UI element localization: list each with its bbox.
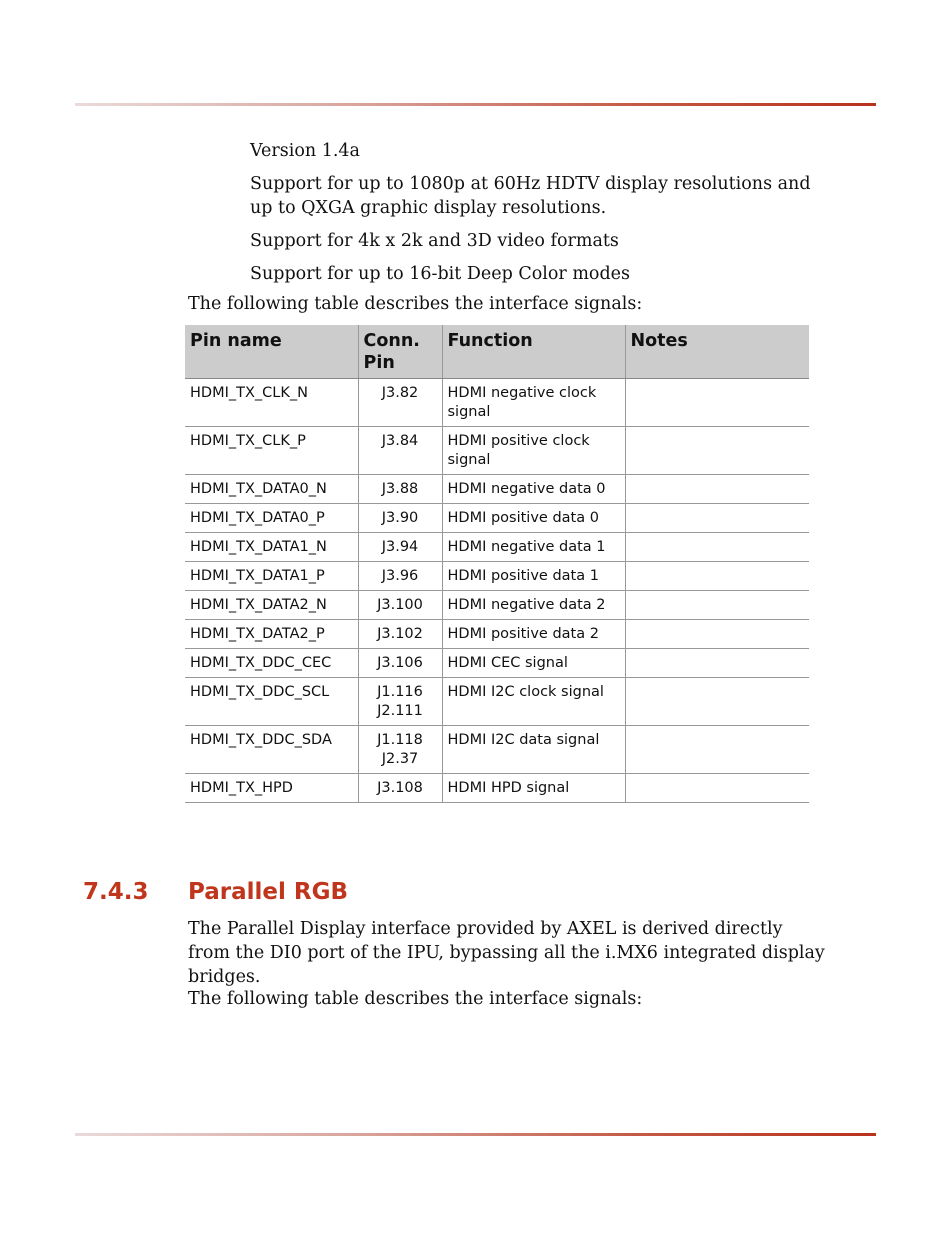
- header-notes: Notes: [625, 325, 809, 379]
- cell-notes: [625, 620, 809, 649]
- cell-notes: [625, 427, 809, 475]
- cell-conn-pin: J3.94: [358, 533, 442, 562]
- cell-notes: [625, 678, 809, 726]
- cell-notes: [625, 562, 809, 591]
- cell-function: HDMI CEC signal: [442, 649, 625, 678]
- cell-pin-name: HDMI_TX_DATA2_N: [185, 591, 358, 620]
- feature-item: Support for 4k x 2k and 3D video formats: [250, 231, 619, 251]
- cell-conn-pin: J3.100: [358, 591, 442, 620]
- cell-conn-pin: J3.82: [358, 379, 442, 427]
- cell-notes: [625, 649, 809, 678]
- cell-function: HDMI positive clock signal: [442, 427, 625, 475]
- feature-item: Support for up to 16-bit Deep Color modes: [250, 264, 631, 284]
- header-conn-pin: Conn. Pin: [358, 325, 442, 379]
- cell-conn-pin: J3.90: [358, 504, 442, 533]
- table-row: [185, 379, 809, 427]
- cell-function: HDMI positive data 2: [442, 620, 625, 649]
- cell-conn-pin: J3.96: [358, 562, 442, 591]
- cell-notes: [625, 475, 809, 504]
- cell-pin-name: HDMI_TX_DATA1_P: [185, 562, 358, 591]
- cell-conn-pin: J3.88: [358, 475, 442, 504]
- table-row: [185, 726, 809, 774]
- cell-function: HDMI I2C data signal: [442, 726, 625, 774]
- hdmi-signals-table: [185, 325, 809, 803]
- cell-conn-pin: J3.106: [358, 649, 442, 678]
- footer-rule: [75, 1133, 876, 1136]
- cell-pin-name: HDMI_TX_DDC_SDA: [185, 726, 358, 774]
- table-row: [185, 620, 809, 649]
- cell-pin-name: HDMI_TX_CLK_N: [185, 379, 358, 427]
- cell-pin-name: HDMI_TX_HPD: [185, 774, 358, 803]
- cell-function: HDMI positive data 0: [442, 504, 625, 533]
- cell-pin-name: HDMI_TX_DATA2_P: [185, 620, 358, 649]
- cell-pin-name: HDMI_TX_DATA0_N: [185, 475, 358, 504]
- cell-function: HDMI negative data 1: [442, 533, 625, 562]
- feature-list: [250, 139, 820, 295]
- feature-item: Version 1.4a: [250, 141, 360, 161]
- cell-function: HDMI HPD signal: [442, 774, 625, 803]
- table-row: [185, 562, 809, 591]
- header-pin-name: Pin name: [185, 325, 358, 379]
- table-intro: The following table describes the interface signals:: [188, 989, 643, 1009]
- cell-function: HDMI negative clock signal: [442, 379, 625, 427]
- cell-conn-pin: J3.84: [358, 427, 442, 475]
- feature-item: Support for up to 1080p at 60Hz HDTV display resolutions and up to QXGA graphic display resolutions.: [250, 174, 811, 218]
- section-title: Parallel RGB: [188, 879, 349, 905]
- table-row: [185, 678, 809, 726]
- cell-pin-name: HDMI_TX_CLK_P: [185, 427, 358, 475]
- cell-function: HDMI negative data 2: [442, 591, 625, 620]
- cell-function: HDMI negative data 0: [442, 475, 625, 504]
- table-row: [185, 427, 809, 475]
- cell-notes: [625, 504, 809, 533]
- cell-notes: [625, 533, 809, 562]
- cell-function: HDMI I2C clock signal: [442, 678, 625, 726]
- section-number: 7.4.3: [83, 879, 149, 905]
- section-paragraph: The Parallel Display interface provided by AXEL is derived directly from the DI0 port of the IPU, bypassing all the i.MX6 integrated display bridges.: [188, 919, 825, 987]
- section-heading: [83, 879, 348, 905]
- cell-pin-name: HDMI_TX_DATA0_P: [185, 504, 358, 533]
- cell-notes: [625, 726, 809, 774]
- cell-notes: [625, 591, 809, 620]
- table-row: [185, 649, 809, 678]
- cell-conn-pin: J3.108: [358, 774, 442, 803]
- cell-pin-name: HDMI_TX_DATA1_N: [185, 533, 358, 562]
- table-intro: The following table describes the interface signals:: [188, 294, 643, 314]
- header-rule: [75, 103, 876, 106]
- table-row: [185, 475, 809, 504]
- table-row: [185, 774, 809, 803]
- header-function: Function: [442, 325, 625, 379]
- cell-function: HDMI positive data 1: [442, 562, 625, 591]
- cell-notes: [625, 379, 809, 427]
- cell-pin-name: HDMI_TX_DDC_SCL: [185, 678, 358, 726]
- cell-conn-pin: J1.118 J2.37: [358, 726, 442, 774]
- table-header-row: [185, 325, 809, 379]
- cell-notes: [625, 774, 809, 803]
- cell-conn-pin: J3.102: [358, 620, 442, 649]
- table-row: [185, 591, 809, 620]
- table-row: [185, 504, 809, 533]
- table-row: [185, 533, 809, 562]
- cell-conn-pin: J1.116 J2.111: [358, 678, 442, 726]
- cell-pin-name: HDMI_TX_DDC_CEC: [185, 649, 358, 678]
